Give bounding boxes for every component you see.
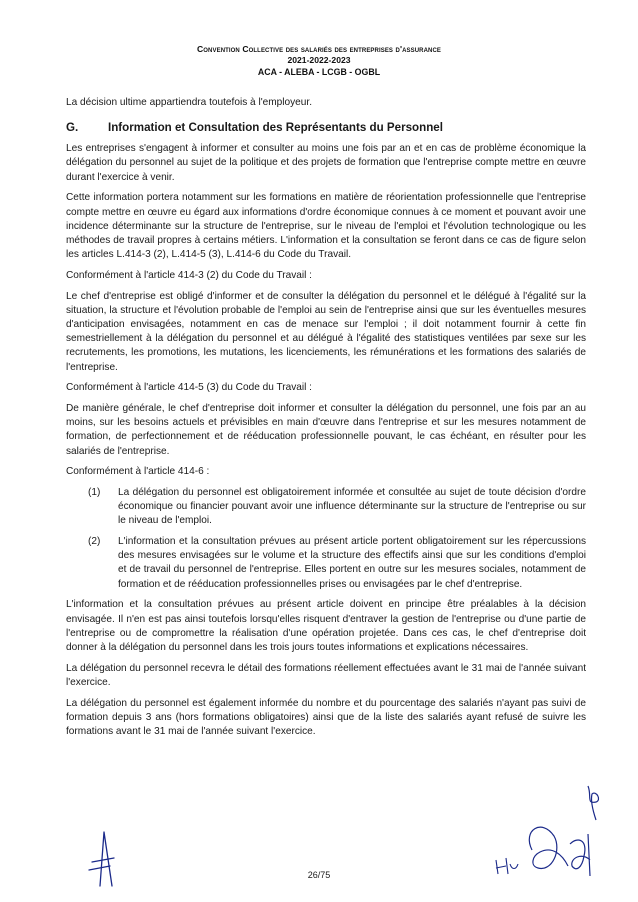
paragraph: La délégation du personnel est également informée du nombre et du pourcentage des salariés n'ayant pas suivi de formation depuis 3 ans (hors formations obligatoires) ainsi que de la liste des salariés ayant refusé de suivre les formations avant le 31 mai de l'année suivant l'exercice. — [66, 697, 586, 738]
paragraph: Conformément à l'article 414-3 (2) du Code du Travail : — [66, 269, 312, 281]
list-item — [88, 486, 586, 529]
paragraph: L'information et la consultation prévues au présent article doivent en principe être préalables à la décision envisagée. Il n'en est pas ainsi toutefois lorsqu'elles risquent d'entraver la gestion de l'entreprise ou d'une partie de l'entreprise ou de compromettre la réalisation d'une opération projetée. Dans ces cas, le chef d'entreprise doit donner à la délégation du personnel dans les trois jours toutes informations et explications nécessaires. — [66, 599, 586, 653]
paragraph: Les entreprises s'engagent à informer et consulter au moins une fois par an et en cas de problème économique la délégation du personnel au sujet de la politique et des projets de formation que l'entreprise compte mettre en œuvre durant l'exercice à venir. — [66, 143, 586, 183]
paragraph: Cette information portera notamment sur les formations en matière de réorientation professionnelle que l'entreprise compte mettre en œuvre eu égard aux informations d'ordre économique connues à ce moment et pouvant avoir une incidence déterminante sur la structure de l'entreprise, sur le niveau de l'emploi et l'évolution technologique ou les méthodes de travail propres à certains métiers. L'information et la consultation se feront dans ce cas de figure selon les articles L.414-3 (2), L.414-5 (3), L.414-6 du Code du Travail. — [66, 192, 586, 261]
intro-paragraph: La décision ultime appartiendra toutefois à l'employeur. — [66, 97, 313, 108]
list-item-text: La délégation du personnel est obligatoirement informée et consultée au sujet de toute décision d'ordre économique ou financier pouvant avoir une influence déterminante sur la structure de l'entreprise ou sur le niveau de l'emploi. — [118, 486, 586, 527]
section-title: Information et Consultation des Représentants du Personnel — [108, 121, 443, 135]
list-item-number: (2) — [88, 536, 101, 548]
paragraph: La délégation du personnel recevra le détail des formations réellement effectuées avant le 31 mai de l'année suivant l'exercice. — [66, 662, 586, 688]
list-item-number: (1) — [88, 486, 101, 498]
paragraph: Le chef d'entreprise est obligé d'informer et de consulter la délégation du personnel et le délégué à l'égalité sur la situation, la structure et l'évolution probable de l'emploi au sein de l'entreprise ainsi que sur les éventuelles mesures d'anticipation envisagées, notamment en cas de menace sur l'emploi ; il doit notamment fournir à cette fin semestriellement à la délégation du personnel et au délégué à l'égalité des statistiques ventilées par sexe sur les recrutements, les promotions, les mutations, les licenciements, les rémunérations et les formations des salariés de l'entreprise. — [66, 290, 586, 373]
header-years: 2021-2022-2023 — [287, 55, 351, 65]
list-item — [88, 535, 586, 592]
document-body — [66, 96, 586, 746]
paragraph: Conformément à l'article 414-5 (3) du Code du Travail : — [66, 382, 312, 394]
paragraph: Conformément à l'article 414-6 : — [66, 466, 210, 478]
header-parties: ACA - ALEBA - LCGB - OGBL — [257, 67, 381, 77]
page-number: 26/75 — [307, 870, 331, 880]
paragraph: De manière générale, le chef d'entreprise doit informer et consulter la délégation du personnel, une fois par an au moins, sur les besoins actuels et prévisibles en main d'œuvre dans l'entreprise et sur les mesures notamment de formation, de perfectionnement et de rééducation professionnelle pouvant, le cas échéant, en résulter pour les salariés de l'entreprise. — [66, 402, 586, 457]
signature-initial-left — [86, 828, 116, 890]
section-heading — [66, 120, 586, 135]
list-item-text: L'information et la consultation prévues au présent article portent obligatoirement sur les répercussions des mesures envisagées sur le volume et la structure des effectifs ainsi que sur les conditions d'emploi et de travail du personnel de l'entreprise. Elles portent en outre sur les mesures sociales, notamment de formation et de rééducation professionnelles prises ou envisagées par le chef d'entreprise. — [118, 536, 586, 590]
header-title: Convention Collective des salariés des entreprises d'assurance — [196, 44, 441, 54]
section-letter: G. — [66, 121, 79, 135]
signature-initials-right — [492, 780, 612, 880]
document-header — [0, 44, 638, 78]
